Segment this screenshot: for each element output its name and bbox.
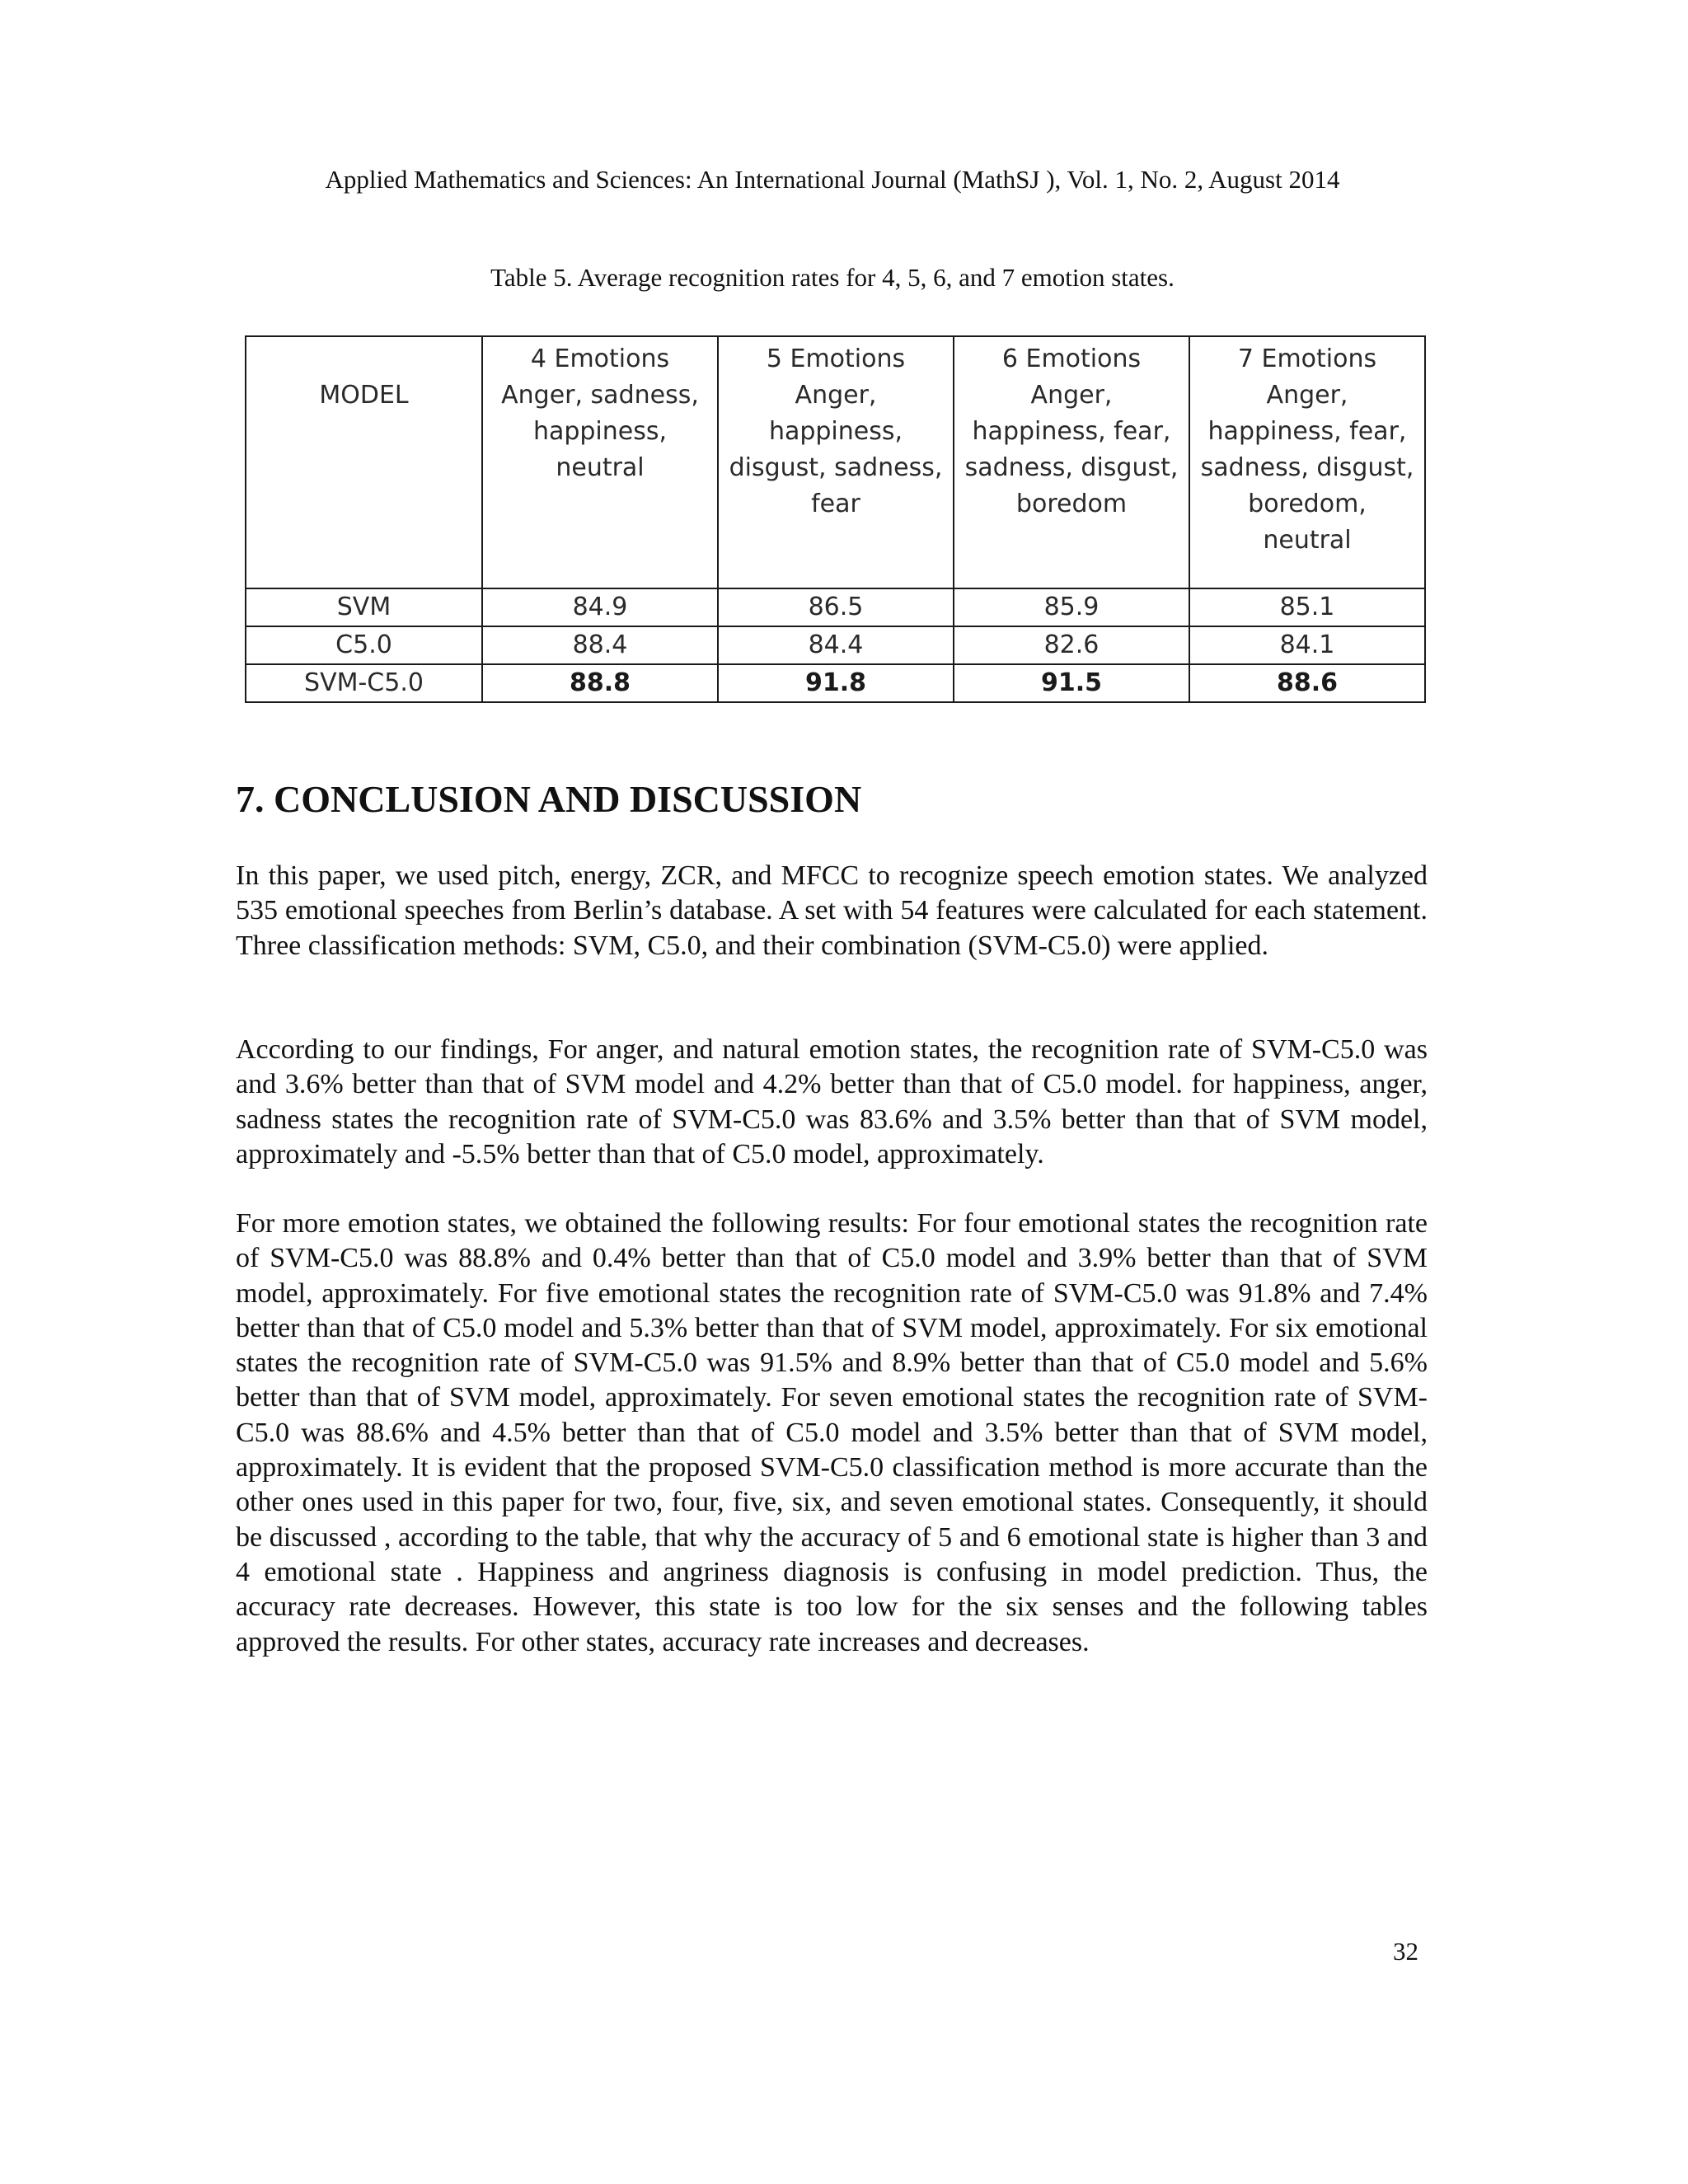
rate-cell: 82.6 [954,626,1189,664]
header-line: Anger, sadness, [501,381,699,410]
column-header-5-emotions [718,336,954,588]
section-heading: 7. CONCLUSION AND DISCUSSION [236,778,862,820]
header-line: 4 Emotions [530,344,670,373]
header-line: happiness, [532,417,668,446]
rate-cell-best: 88.6 [1189,664,1425,702]
rate-cell: 84.9 [482,588,718,626]
model-cell: SVM-C5.0 [246,664,482,702]
rate-cell: 86.5 [718,588,954,626]
rate-cell-best: 91.5 [954,664,1189,702]
body-paragraph: In this paper, we used pitch, energy, ZCR, and MFCC to recognize speech emotion states. We analyzed 535 emotional speeches from Berlin’s database. A set with 54 features were calculated for each statement. Three classification methods: SVM, C5.0, and their combination (SVM-C5.0) were applied. [236,860,1428,961]
header-line: fear [811,490,860,518]
header-line: sadness, disgust, [964,453,1179,482]
model-cell: C5.0 [246,626,482,664]
header-line: boredom, [1248,490,1367,518]
column-header-4-emotions [482,336,718,588]
table-row [246,664,1425,702]
header-line: neutral [1263,526,1352,555]
model-column-header: MODEL [246,336,482,588]
recognition-rates-table [245,335,1426,703]
rate-cell: 85.1 [1189,588,1425,626]
header-line: neutral [556,453,645,482]
header-line: happiness, [768,417,903,446]
rate-cell-best: 88.8 [482,664,718,702]
header-line: Anger, [1266,381,1348,410]
model-cell: SVM [246,588,482,626]
header-line: happiness, fear, [1207,417,1407,446]
header-line: 6 Emotions [1001,344,1142,373]
table-header-row [246,336,1425,588]
rate-cell-best: 91.8 [718,664,954,702]
rate-cell: 85.9 [954,588,1189,626]
header-line: Anger, [1030,381,1113,410]
header-line: disgust, sadness, [729,453,943,482]
running-header: Applied Mathematics and Sciences: An International Journal (MathSJ ), Vol. 1, No. 2, August 2014 [325,165,1340,194]
header-line: 5 Emotions [766,344,906,373]
column-header-6-emotions [954,336,1189,588]
header-line: happiness, fear, [972,417,1171,446]
header-line: sadness, disgust, [1200,453,1414,482]
table-row [246,588,1425,626]
rate-cell: 84.4 [718,626,954,664]
body-paragraph: For more emotion states, we obtained the following results: For four emotional states the recognition rate of SVM-C5.0 was 88.8% and 0.4% better than that of C5.0 model and 3.9% better than that of SVM model, approximately. For five emotional states the recognition rate of SVM-C5.0 was 91.8% and 7.4% better than that of C5.0 model and 5.3% better than that of SVM model, approximately. For six emotional states the recognition rate of SVM-C5.0 was 91.5% and 8.9% better than that of C5.0 model and 5.6% better than that of SVM model, approximately. For seven emotional states the recognition rate of SVM-C5.0 was 88.6% and 4.5% better than that of C5.0 model and 3.5% better than that of SVM model, approximately. It is evident that the proposed SVM-C5.0 classification method is more accurate than the other ones used in this paper for two, four, five, six, and seven emotional states. Consequently, it should be discussed , according to the table, that why the accuracy of 5 and 6 emotional state is higher than 3 and 4 emotional state . Happiness and angriness diagnosis is confusing in model prediction. Thus, the accuracy rate decreases. However, this state is too low for the six senses and the following tables approved the results. For other states, accuracy rate increases and decreases. [236,1208,1428,1657]
rate-cell: 84.1 [1189,626,1425,664]
header-line: boredom [1015,490,1128,518]
header-line: 7 Emotions [1237,344,1377,373]
rate-cell: 88.4 [482,626,718,664]
table-row [246,626,1425,664]
page-number: 32 [1393,1937,1418,1966]
table-caption: Table 5. Average recognition rates for 4, 5, 6, and 7 emotion states. [490,263,1175,292]
body-paragraph: According to our findings, For anger, and natural emotion states, the recognition rate of SVM-C5.0 was and 3.6% better than that of SVM model and 4.2% better than that of C5.0 model. for happiness, anger, sadness states the recognition rate of SVM-C5.0 was 83.6% and 3.5% better than that of SVM model, approximately and -5.5% better than that of C5.0 model, approximately. [236,1034,1428,1169]
header-line: Anger, [795,381,877,410]
column-header-7-emotions [1189,336,1425,588]
